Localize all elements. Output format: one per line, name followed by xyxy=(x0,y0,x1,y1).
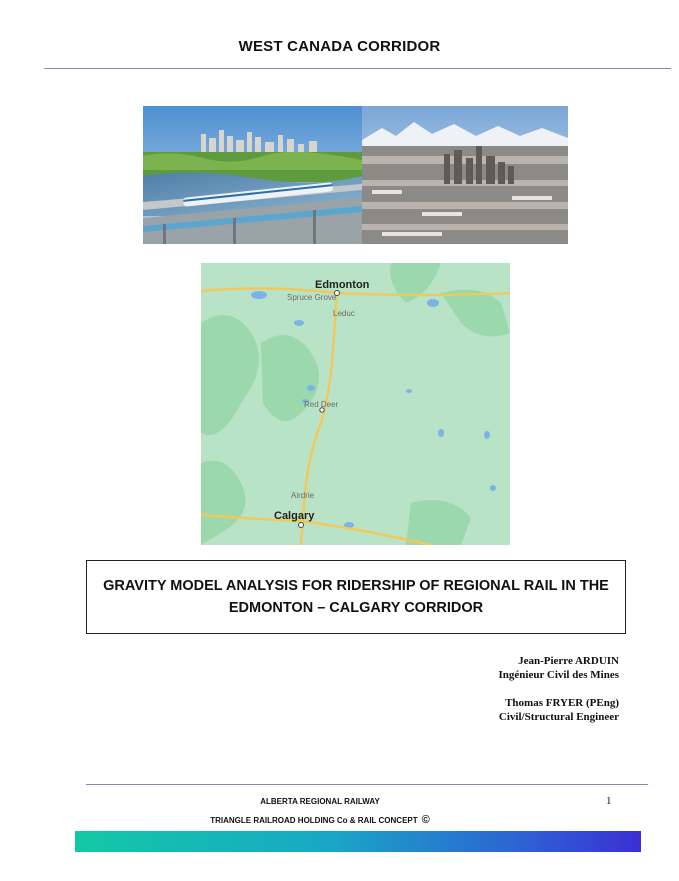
header-divider xyxy=(44,68,671,69)
map-label-spruce-grove: Spruce Grove xyxy=(287,293,337,302)
author-block-1 xyxy=(498,654,619,682)
page-header-title: WEST CANADA CORRIDOR xyxy=(238,38,441,55)
author-block-2 xyxy=(499,696,619,724)
author-name: Jean-Pierre ARDUIN xyxy=(518,655,619,667)
document-title xyxy=(103,575,609,619)
author-role: Civil/Structural Engineer xyxy=(498,711,619,723)
calgary-skyline-photo xyxy=(362,106,568,244)
footer-holding xyxy=(0,814,640,826)
document-title-line1: GRAVITY MODEL ANALYSIS FOR RIDERSHIP OF REGIONAL RAIL IN THE xyxy=(103,578,609,594)
map-label-red-deer: Red Deer xyxy=(304,400,339,409)
author-name: Thomas FRYER (PEng) xyxy=(505,697,619,709)
footer-organization: ALBERTA REGIONAL RAILWAY xyxy=(260,797,380,806)
map-label-leduc: Leduc xyxy=(333,309,355,318)
corridor-map xyxy=(201,263,510,545)
page-number: 1 xyxy=(606,795,612,807)
document-title-line2: EDMONTON – CALGARY CORRIDOR xyxy=(228,600,484,616)
map-label-calgary: Calgary xyxy=(274,510,315,522)
footer-divider xyxy=(86,784,648,785)
footer-gradient-bar xyxy=(75,831,641,852)
edmonton-lrt-photo xyxy=(143,106,362,244)
map-label-airdrie: Airdrie xyxy=(291,491,315,500)
footer-holding-text: TRIANGLE RAILROAD HOLDING Co & RAIL CONCEPT xyxy=(210,816,418,825)
document-title-box xyxy=(86,560,626,634)
map-label-edmonton: Edmonton xyxy=(315,279,370,291)
copyright-symbol: © xyxy=(421,814,430,826)
author-role: Ingénieur Civil des Mines xyxy=(498,669,619,681)
